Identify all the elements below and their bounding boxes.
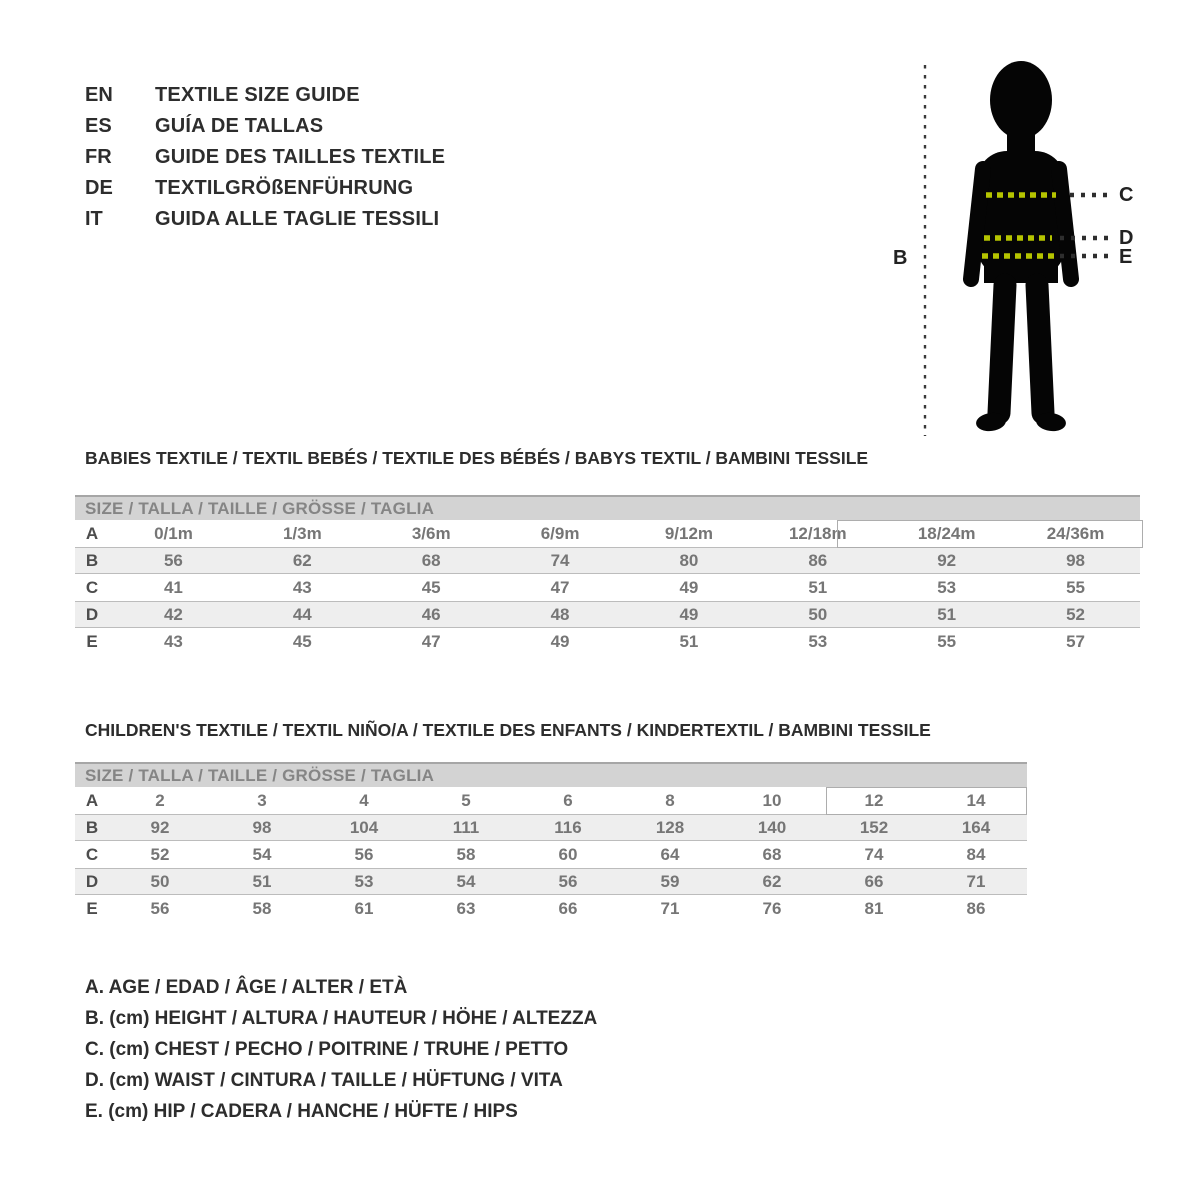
table-cell: 6 (563, 790, 573, 810)
table-cell: 47 (421, 631, 441, 651)
table-cell: 4 (359, 790, 369, 810)
table-cell: 116 (554, 817, 582, 837)
row-label: C (85, 844, 99, 864)
language-row-it (85, 204, 445, 235)
table-cell: 50 (808, 604, 828, 624)
language-code: DE (85, 177, 113, 199)
children-size-header: SIZE / TALLA / TAILLE / GRÖSSE / TAGLIA (75, 762, 1027, 787)
row-label: E (86, 898, 98, 918)
figure-label-hip: E (1119, 246, 1133, 268)
table-cell: 71 (660, 898, 680, 918)
silhouette-body (971, 61, 1071, 433)
table-cell: 12 (864, 790, 884, 810)
table-row-waist (75, 601, 1140, 628)
table-cell: 49 (679, 577, 699, 597)
language-row-de (85, 173, 445, 204)
legend-height: B. (cm) HEIGHT / ALTURA / HAUTEUR / HÖHE / ALTEZZA (85, 1007, 598, 1029)
children-section-heading: CHILDREN'S TEXTILE / TEXTIL NIÑO/A / TEXTILE DES ENFANTS / KINDERTEXTIL / BAMBINI TESSILE (85, 720, 931, 740)
babies-size-table (75, 495, 1140, 655)
table-cell: 58 (456, 844, 476, 864)
babies-size-highlight-box (837, 520, 1143, 548)
table-cell: 51 (252, 871, 272, 891)
table-row-chest (75, 574, 1140, 601)
row-label: B (85, 550, 99, 570)
table-cell: 12/18m (788, 523, 847, 543)
table-cell: 92 (150, 817, 170, 837)
table-cell: 56 (150, 898, 170, 918)
table-cell: 49 (679, 604, 699, 624)
table-cell: 61 (354, 898, 374, 918)
children-size-highlight-box (826, 787, 1027, 815)
table-cell: 6/9m (540, 523, 580, 543)
table-cell: 54 (456, 871, 476, 891)
table-cell: 2 (155, 790, 165, 810)
table-cell: 10 (762, 790, 782, 810)
table-cell: 1/3m (282, 523, 322, 543)
table-cell: 98 (252, 817, 272, 837)
language-row-es (85, 111, 445, 142)
table-cell: 56 (558, 871, 578, 891)
table-cell: 44 (292, 604, 312, 624)
table-cell: 111 (452, 817, 480, 837)
table-cell: 62 (762, 871, 782, 891)
table-cell: 53 (354, 871, 374, 891)
table-cell: 52 (1066, 604, 1086, 624)
table-cell: 5 (461, 790, 471, 810)
babies-section-heading: BABIES TEXTILE / TEXTIL BEBÉS / TEXTILE DES BÉBÉS / BABYS TEXTIL / BAMBINI TESSILE (85, 448, 869, 468)
language-title: GUIDE DES TAILLES TEXTILE (155, 146, 446, 168)
language-title: GUIDA ALLE TAGLIE TESSILI (155, 208, 440, 230)
table-cell: 18/24m (917, 523, 976, 543)
table-row-hip (75, 628, 1140, 655)
table-cell: 66 (558, 898, 578, 918)
row-label: B (85, 817, 99, 837)
legend-hip: E. (cm) HIP / CADERA / HANCHE / HÜFTE / HIPS (85, 1100, 518, 1122)
language-row-en (85, 80, 445, 111)
table-cell: 68 (421, 550, 441, 570)
language-code: FR (85, 146, 112, 168)
table-cell: 80 (679, 550, 699, 570)
table-cell: 74 (864, 844, 884, 864)
language-title: GUÍA DE TALLAS (155, 115, 324, 137)
legend-chest: C. (cm) CHEST / PECHO / POITRINE / TRUHE / PETTO (85, 1038, 569, 1060)
table-cell: 152 (859, 817, 889, 837)
table-cell: 50 (150, 871, 170, 891)
legend-waist: D. (cm) WAIST / CINTURA / TAILLE / HÜFTUNG / VITA (85, 1069, 563, 1091)
table-cell: 3/6m (411, 523, 451, 543)
table-cell: 47 (550, 577, 570, 597)
table-cell: 48 (550, 604, 570, 624)
row-label: D (85, 871, 99, 891)
table-cell: 55 (1066, 577, 1086, 597)
table-cell: 0/1m (154, 523, 193, 543)
language-code: EN (85, 84, 113, 106)
table-cell: 64 (660, 844, 680, 864)
table-cell: 53 (937, 577, 957, 597)
figure-label-chest: C (1119, 184, 1134, 206)
table-cell: 45 (292, 631, 312, 651)
table-cell: 56 (163, 550, 183, 570)
table-cell: 128 (655, 817, 685, 837)
legend-age: A. AGE / EDAD / ÂGE / ALTER / ETÀ (85, 976, 408, 998)
table-cell: 66 (864, 871, 884, 891)
table-row-waist (75, 868, 1027, 895)
table-cell: 14 (966, 790, 986, 810)
table-cell: 56 (354, 844, 374, 864)
table-cell: 104 (349, 817, 379, 837)
language-title: TEXTILGRÖßENFÜHRUNG (155, 177, 414, 199)
table-cell: 86 (966, 898, 986, 918)
language-code: IT (85, 208, 103, 230)
table-cell: 62 (292, 550, 312, 570)
table-cell: 59 (660, 871, 680, 891)
table-cell: 68 (762, 844, 782, 864)
table-cell: 43 (163, 631, 183, 651)
babies-size-header: SIZE / TALLA / TAILLE / GRÖSSE / TAGLIA (75, 495, 1140, 520)
table-row-hip (75, 895, 1027, 922)
language-code: ES (85, 115, 112, 137)
table-cell: 3 (257, 790, 267, 810)
table-cell: 57 (1066, 631, 1086, 651)
table-cell: 41 (163, 577, 183, 597)
language-list (85, 80, 445, 235)
table-cell: 24/36m (1046, 523, 1105, 543)
table-cell: 98 (1066, 550, 1086, 570)
table-cell: 9/12m (664, 523, 714, 543)
table-cell: 51 (808, 577, 828, 597)
table-cell: 49 (550, 631, 570, 651)
figure-label-height: B (893, 247, 908, 269)
table-cell: 58 (252, 898, 272, 918)
table-cell: 55 (937, 631, 957, 651)
table-row-height (75, 814, 1027, 841)
table-cell: 45 (421, 577, 441, 597)
table-cell: 84 (966, 844, 986, 864)
row-label: E (86, 631, 98, 651)
table-cell: 42 (163, 604, 183, 624)
table-cell: 74 (550, 550, 570, 570)
table-cell: 140 (757, 817, 787, 837)
table-row-chest (75, 841, 1027, 868)
child-silhouette-figure (920, 53, 1125, 443)
table-cell: 43 (292, 577, 312, 597)
language-row-fr (85, 142, 445, 173)
table-cell: 76 (762, 898, 782, 918)
figure-label-waist: D (1119, 227, 1134, 249)
table-cell: 46 (421, 604, 441, 624)
table-cell: 51 (937, 604, 957, 624)
table-cell: 164 (961, 817, 991, 837)
table-row-height (75, 547, 1140, 574)
measurement-legend (85, 972, 597, 1127)
table-cell: 71 (966, 871, 986, 891)
table-cell: 8 (665, 790, 675, 810)
children-size-table (75, 762, 1027, 922)
table-cell: 81 (864, 898, 884, 918)
row-label: C (85, 577, 99, 597)
language-title: TEXTILE SIZE GUIDE (155, 84, 360, 106)
table-cell: 53 (808, 631, 828, 651)
row-label: A (85, 790, 99, 810)
table-cell: 51 (679, 631, 699, 651)
table-cell: 52 (150, 844, 170, 864)
row-label: A (85, 523, 99, 543)
table-cell: 86 (808, 550, 828, 570)
table-cell: 63 (456, 898, 476, 918)
table-cell: 54 (252, 844, 272, 864)
table-cell: 60 (558, 844, 578, 864)
table-cell: 92 (937, 550, 957, 570)
row-label: D (85, 604, 99, 624)
